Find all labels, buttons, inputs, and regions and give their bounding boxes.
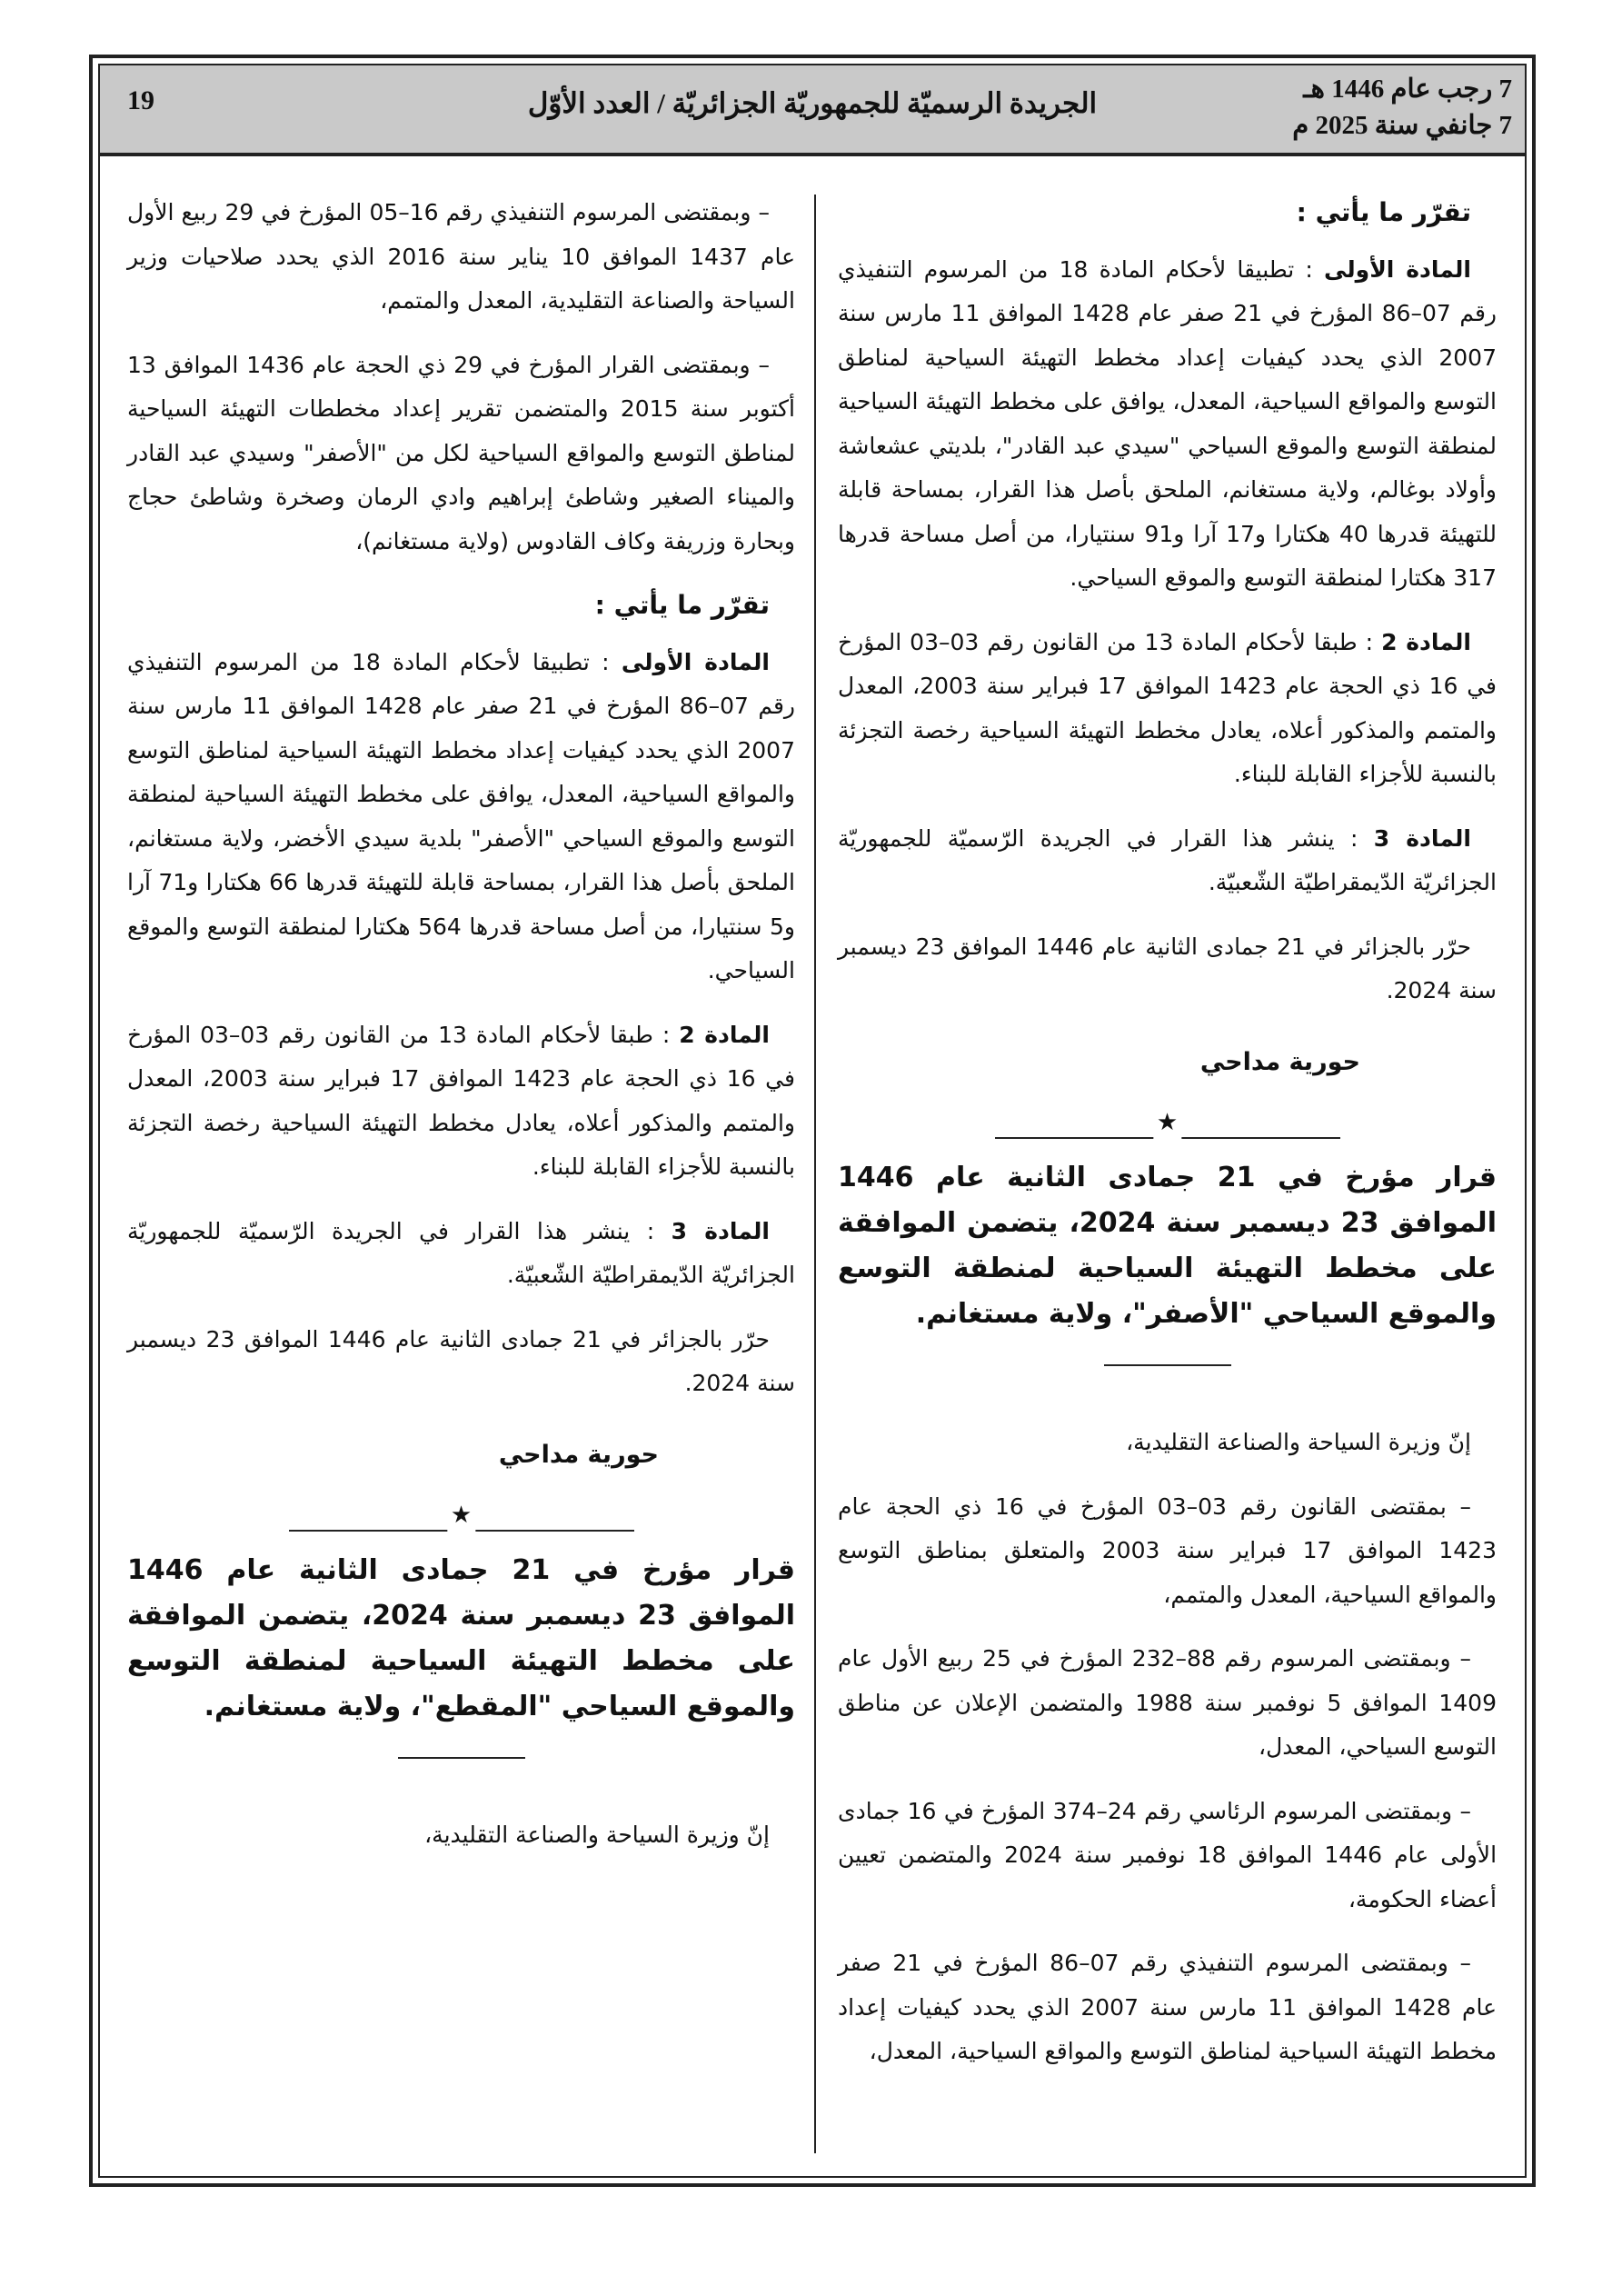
article-label: المادة 2 xyxy=(679,1021,770,1048)
signature: حورية مداحي xyxy=(1199,1047,1360,1076)
hijri-date: 7 رجب عام 1446 هـ xyxy=(1303,75,1512,104)
column-divider xyxy=(814,195,816,2153)
recital: – بمقتضى القانون رقم 03–03 المؤرخ في 16 ذي الحجة عام 1423 الموافق 17 فبراير سنة 2003 والمتعلق بمناطق التوسع والمواقع السياحية، المعدل والمتمم، xyxy=(838,1492,1497,1608)
article-2 xyxy=(127,1013,795,1190)
article-label: المادة 2 xyxy=(1381,628,1471,655)
article-text: : تطبيقا لأحكام المادة 18 من المرسوم التنفيذي رقم 07–86 المؤرخ في 21 صفر عام 1428 الموافق 11 مارس سنة 2007 الذي يحدد كيفيات إعداد مخطط التهيئة السياحية لمناطق التوسع والمواقع السياحية، المعدل، يوافق على مخطط التهيئة السياحية لمنطقة التوسع والموقع السياحي "الأصفر" بلدية سيدي الأخضر، ولاية مستغانم، الملحق بأصل هذا القرار، بمساحة قابلة للتهيئة قدرها 66 هكتارا و71 آرا و5 سنتيارا، من أصل مساحة قدرها 564 هكتارا لمنطقة التوسع والموقع السياحي. xyxy=(127,648,796,983)
article-text: : ينشر هذا القرار في الجريدة الرّسميّة للجمهوريّة الجزائريّة الدّيمقراطيّة الشّعبيّة. xyxy=(127,1217,795,1288)
gregorian-date: 7 جانفي سنة 2025 م xyxy=(1292,111,1512,140)
article-text: : ينشر هذا القرار في الجريدة الرّسميّة للجمهوريّة الجزائريّة الدّيمقراطيّة الشّعبيّة. xyxy=(838,824,1497,895)
star-icon: ★ xyxy=(1153,1101,1181,1145)
signing-place-date: حرّر بالجزائر في 21 جمادى الثانية عام 1446 الموافق 23 ديسمبر سنة 2024. xyxy=(838,933,1497,1003)
journal-title: الجريدة الرسميّة للجمهوريّة الجزائريّة / العدد الأوّل xyxy=(527,87,1098,119)
article-2 xyxy=(838,621,1497,797)
article-text: : تطبيقا لأحكام المادة 18 من المرسوم التنفيذي رقم 07–86 المؤرخ في 21 صفر عام 1428 الموافق 11 مارس سنة 2007 الذي يحدد كيفيات إعداد مخطط التهيئة السياحية لمناطق التوسع والمواقع السياحية، المعدل، يوافق على مخطط التهيئة السياحية لمنطقة التوسع والموقع السياحي "سيدي عبد القادر"، بلديتي عشعاشة وأولاد بوغالم، ولاية مستغانم، الملحق بأصل هذا القرار، بمساحة قابلة للتهيئة قدرها 40 هكتارا و17 آرا و91 سنتيارا، من أصل مساحة قدرها 317 هكتارا لمنطقة التوسع والموقع السياحي. xyxy=(838,255,1498,591)
article-1 xyxy=(838,248,1497,601)
section-separator xyxy=(127,1502,795,1529)
article-label: المادة الأولى xyxy=(1323,255,1471,283)
article-text: : طبقا لأحكام المادة 13 من القانون رقم 03–03 المؤرخ في 16 ذي الحجة عام 1423 الموافق 17 فبراير سنة 2003، المعدل والمتمم والمذكور أعلاه، يعادل مخطط التهيئة السياحية رخصة التجزئة بالنسبة للأجزاء القابلة للبناء. xyxy=(127,1021,795,1180)
recital: – وبمقتضى المرسوم التنفيذي رقم 16–05 المؤرخ في 29 ربيع الأول عام 1437 الموافق 10 يناير سنة 2016 الذي يحدد صلاحيات وزير السياحة والصناعة التقليدية، المعدل والمتمم، xyxy=(127,199,795,314)
page-header xyxy=(100,65,1525,156)
section-separator xyxy=(838,1109,1497,1136)
page-number: 19 xyxy=(127,85,154,115)
article-label: المادة الأولى xyxy=(621,648,770,675)
article-label: المادة 3 xyxy=(1373,824,1471,852)
left-column xyxy=(127,191,795,1878)
recital: – وبمقتضى المرسوم الرئاسي رقم 24–374 المؤرخ في 16 جمادى الأولى عام 1446 الموافق 18 نوفمبر سنة 2024 والمتضمن تعيين أعضاء الحكومة، xyxy=(838,1797,1498,1912)
article-1 xyxy=(127,641,795,993)
title-underline xyxy=(1104,1364,1231,1366)
signature: حورية مداحي xyxy=(498,1440,659,1469)
recital: – وبمقتضى المرسوم رقم 88–232 المؤرخ في 25 ربيع الأول عام 1409 الموافق 5 نوفمبر سنة 1988 والمتضمن الإعلان عن مناطق التوسع السياحي، المعدل، xyxy=(838,1645,1497,1760)
article-text: : طبقا لأحكام المادة 13 من القانون رقم 03–03 المؤرخ في 16 ذي الحجة عام 1423 الموافق 17 فبراير سنة 2003، المعدل والمتمم والمذكور أعلاه، يعادل مخطط التهيئة السياحية رخصة التجزئة بالنسبة للأجزاء القابلة للبناء. xyxy=(838,628,1497,787)
minister-intro: إنّ وزيرة السياحة والصناعة التقليدية، xyxy=(424,1822,770,1848)
title-underline xyxy=(398,1757,525,1759)
article-3 xyxy=(127,1210,795,1298)
decision-heading: تقرّر ما يأتي : xyxy=(594,590,770,620)
decision-heading: تقرّر ما يأتي : xyxy=(1296,197,1471,227)
minister-intro: إنّ وزيرة السياحة والصناعة التقليدية، xyxy=(1126,1429,1471,1455)
article-3 xyxy=(838,817,1497,905)
right-column xyxy=(838,191,1497,2094)
star-icon: ★ xyxy=(447,1493,475,1538)
signing-place-date: حرّر بالجزائر في 21 جمادى الثانية عام 1446 الموافق 23 ديسمبر سنة 2024. xyxy=(127,1325,795,1396)
recital: – وبمقتضى القرار المؤرخ في 29 ذي الحجة عام 1436 الموافق 13 أكتوبر سنة 2015 والمتضمن تقرير إعداد مخططات التهيئة السياحية لمناطق التوسع والمواقع السياحية لكل من "الأصفر" وسيدي عبد القادر والميناء الصغير وشاطئ إبراهيم وادي الرمان وصخرة وشاطئ حجاج وبحارة وزريفة وكاف القادوس (ولاية مستغانم)، xyxy=(127,351,795,554)
decree-title: قرار مؤرخ في 21 جمادى الثانية عام 1446 الموافق 23 ديسمبر سنة 2024، يتضمن الموافقة على مخطط التهيئة السياحية لمنطقة التوسع والموقع السياحي "الأصفر"، ولاية مستغانم. xyxy=(838,1162,1497,1330)
decree-title: قرار مؤرخ في 21 جمادى الثانية عام 1446 الموافق 23 ديسمبر سنة 2024، يتضمن الموافقة على مخطط التهيئة السياحية لمنطقة التوسع والموقع السياحي "المقطع"، ولاية مستغانم. xyxy=(127,1554,795,1722)
article-label: المادة 3 xyxy=(671,1217,770,1244)
recital: – وبمقتضى المرسوم التنفيذي رقم 07–86 المؤرخ في 21 صفر عام 1428 الموافق 11 مارس سنة 2007 الذي يحدد كيفيات إعداد مخطط التهيئة السياحية لمناطق التوسع والمواقع السياحية، المعدل، xyxy=(838,1950,1498,2064)
